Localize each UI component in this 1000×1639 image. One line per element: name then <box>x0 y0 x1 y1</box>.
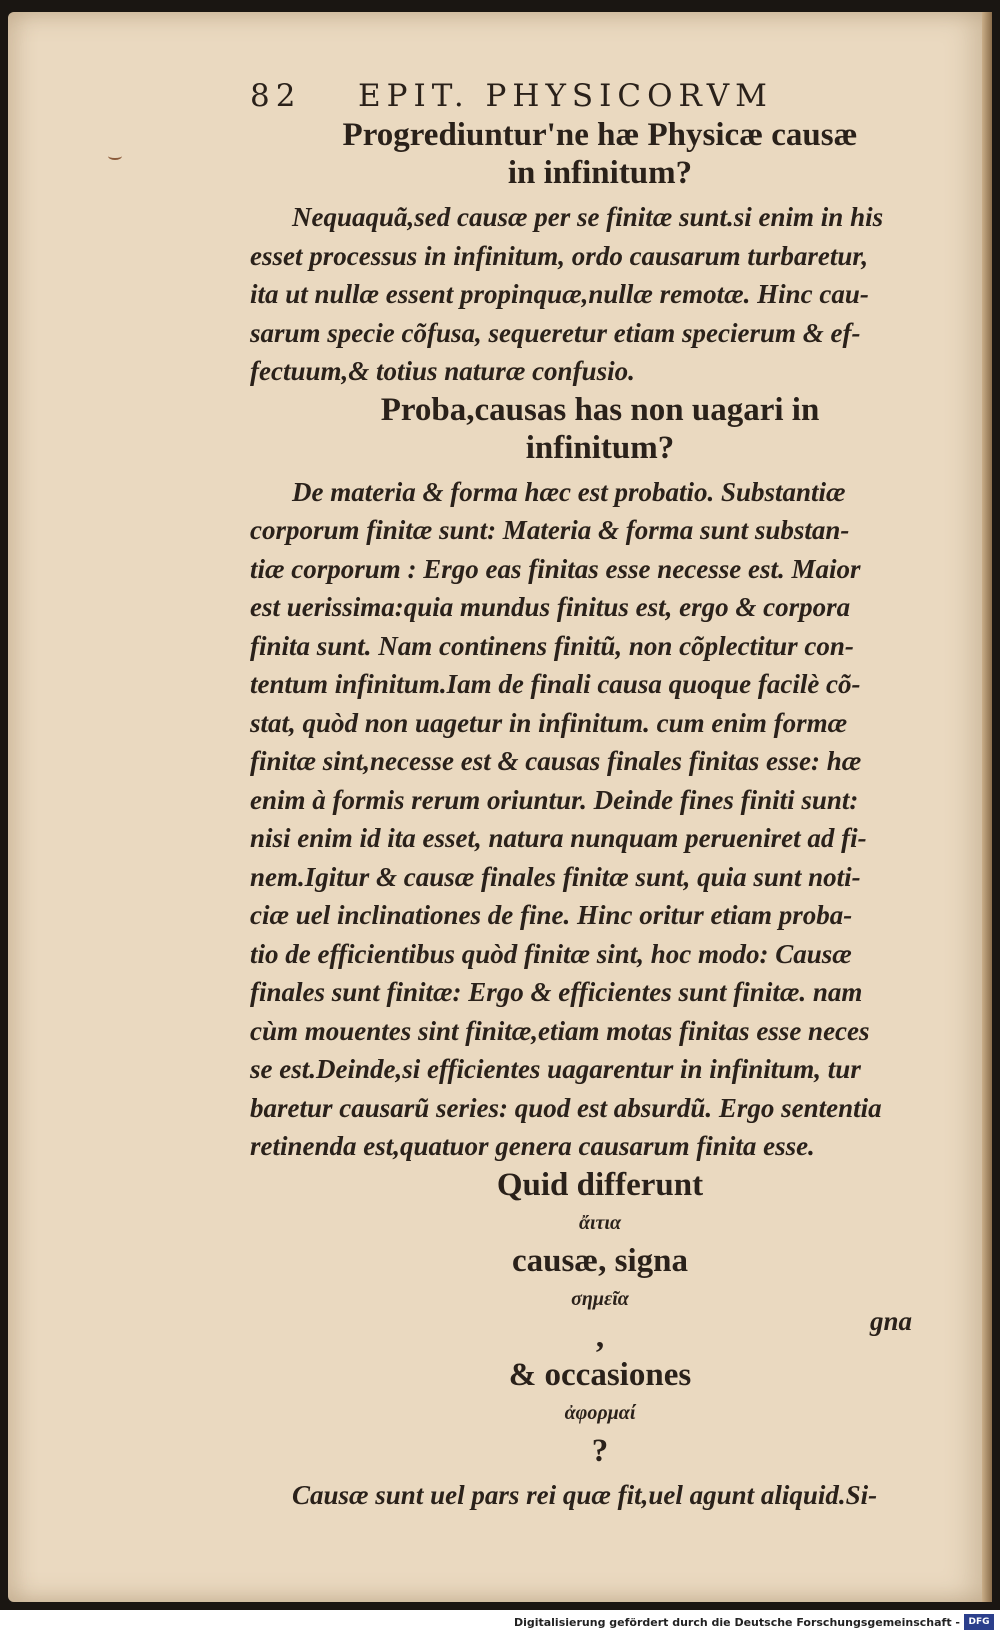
text-line: stat, quòd non uagetur in infinitum. cum enim formæ <box>250 707 848 738</box>
page-edge <box>982 12 992 1602</box>
heading-line <box>250 1356 950 1470</box>
dfg-logo: DFG <box>964 1614 994 1630</box>
text-line: nem.Igitur & causæ finales finitæ sunt, quia sunt noti- <box>250 861 861 892</box>
page-number: 82 <box>250 78 302 114</box>
text-line: sarum specie cõfusa, sequeretur etiam specierum & ef- <box>250 317 861 348</box>
text-line: nisi enim id ita esset, natura nunquam perueniret ad fi- <box>250 823 867 853</box>
greek-term: σημεῖα <box>571 1287 629 1310</box>
footer-bar <box>0 1610 1000 1639</box>
text-line: retinenda est,quatuor genera causarum finita esse. <box>250 1131 815 1161</box>
greek-term: ἄιτια <box>578 1211 622 1234</box>
text-line: corporum finitæ sunt: Materia & forma sunt substan- <box>250 515 850 545</box>
greek-term: ἀφορμαί <box>564 1401 636 1424</box>
paragraph-3 <box>250 1476 950 1515</box>
paragraph-1 <box>250 198 950 391</box>
text-line: tiæ corporum : Ergo eas finitas esse necesse est. Maior <box>250 553 861 584</box>
text-line: Causæ sunt uel pars rei quæ fit,uel agunt aliquid.Si- <box>292 1479 878 1510</box>
paragraph-2 <box>250 473 950 1166</box>
text-line: est uerissima:quia mundus finitus est, ergo & corpora <box>250 592 851 622</box>
text-line: finales sunt finitæ: Ergo & efficientes sunt finitæ. nam <box>250 977 863 1007</box>
text-line: ciæ uel inclinationes de fine. Hinc oritur etiam proba- <box>250 900 853 930</box>
text-line: fectuum,& totius naturæ confusio. <box>250 356 635 386</box>
catchword: gna <box>870 1306 913 1336</box>
section-heading-1 <box>250 116 950 192</box>
heading-line: Progrediuntur'ne hæ Physicæ causæ <box>342 117 858 153</box>
heading-text: , <box>595 1318 605 1355</box>
heading-text: causæ, signa <box>511 1242 689 1279</box>
text-line: cùm mouentes sint finitæ,etiam motas finitas esse neces <box>250 1015 870 1046</box>
running-title: EPIT. PHYSICORVM <box>358 78 773 114</box>
heading-text: & occasiones <box>508 1356 692 1393</box>
running-head <box>250 70 950 116</box>
text-line: finitæ sint,necesse est & causas finales finitas esse: hæ <box>250 746 862 776</box>
text-block <box>250 70 950 1514</box>
heading-text: ? <box>591 1432 609 1469</box>
heading-line: Proba,causas has non uagari in <box>380 391 820 428</box>
text-line: tentum infinitum.Iam de finali causa quoque facilè cõ- <box>250 669 861 699</box>
section-heading-3 <box>250 1166 950 1470</box>
funding-credit: Digitalisierung gefördert durch die Deutsche Forschungsgemeinschaft - <box>513 1616 960 1629</box>
text-line: baretur causarũ series: quod est absurdũ. Ergo sententia <box>250 1092 882 1123</box>
text-line: tio de efficientibus quòd finitæ sint, hoc modo: Causæ <box>250 938 852 969</box>
text-line: se est.Deinde,si efficientes uagarentur in infinitum, tur <box>250 1054 861 1084</box>
ink-smudge <box>108 152 122 160</box>
text-line: ita ut nullæ essent propinquæ,nullæ remotæ. Hinc cau- <box>250 279 869 309</box>
text-line: Nequaquã,sed causæ per se finitæ sunt.si enim in his <box>292 202 884 232</box>
section-heading-2 <box>250 391 950 467</box>
heading-line: infinitum? <box>525 429 675 466</box>
heading-line: in infinitum? <box>507 155 693 191</box>
text-line: finita sunt. Nam continens finitũ, non cõplectitur con- <box>250 630 854 661</box>
heading-text: Quid differunt <box>496 1166 704 1203</box>
heading-line <box>250 1166 950 1356</box>
text-line: esset processus in infinitum, ordo causarum turbaretur, <box>250 240 869 271</box>
text-line: De materia & forma hæc est probatio. Substantiæ <box>292 476 846 507</box>
text-line: enim à formis rerum oriuntur. Deinde fines finiti sunt: <box>250 784 859 815</box>
